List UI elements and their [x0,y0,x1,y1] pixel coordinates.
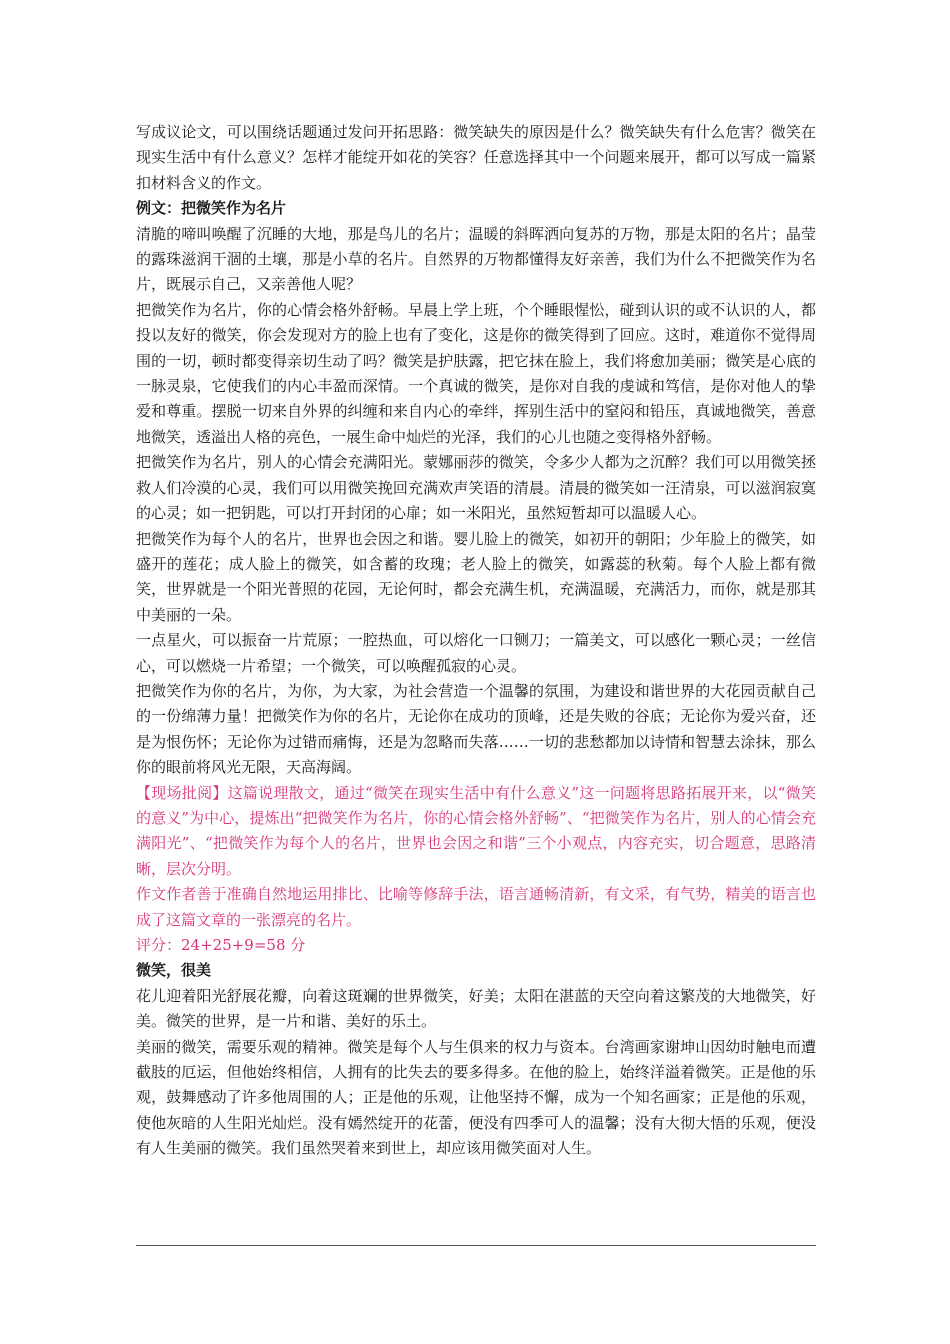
essay2-title: 微笑，很美 [136,961,212,980]
essay1-paragraph: 把微笑作为你的名片，为你，为大家，为社会营造一个温馨的氛围，为建设和谐世界的大花园贡献自己的一份绵薄力量！把微笑作为你的名片，无论你在成功的顶峰，还是失败的谷底；无论你为爱兴奋，还是为恨伤怀；无论你为过错而痛悔，还是为忽略而失落……一切的悲愁都加以诗情和智慧去涂抹，那么你的眼前将风光无限，天高海阔。 [136,681,816,777]
commentary-text: 这篇说理散文，通过“微笑在现实生活中有什么意义”这一问题将思路拓展开来，以“微笑的意义”为中心，提炼出“把微笑作为名片，你的心情会格外舒畅”、“把微笑作为名片，别人的心情会充满阳光”、“把微笑作为每个人的名片，世界也会因之和谐”三个小观点，内容充实，切合题意，思路清晰，层次分明。 [136,783,816,878]
footer-divider [136,1245,816,1246]
essay1-paragraph: 把微笑作为名片，别人的心情会充满阳光。蒙娜丽莎的微笑，令多少人都为之沉醉？我们可以用微笑拯救人们冷漠的心灵，我们可以用微笑挽回充满欢声笑语的清晨。清晨的微笑如一汪清泉，可以滋润寂寞的心灵；如一把钥匙，可以打开封闭的心扉；如一米阳光，虽然短暂却可以温暖人心。 [136,453,816,523]
commentary-tag: 【现场批阅】 [136,783,228,802]
document-page [136,120,816,1162]
commentary-score: 评分：24+25+9=58 分 [136,936,306,954]
essay1-paragraph: 把微笑作为名片，你的心情会格外舒畅。早晨上学上班，个个睡眼惺忪，碰到认识的或不认识的人，都投以友好的微笑，你会发现对方的脸上也有了变化，这是你的微笑得到了回应。这时，难道你不觉得周围的一切，顿时都变得亲切生动了吗？微笑是护肤露，把它抹在脸上，我们将愈加美丽；微笑是心底的一脉灵泉，它使我们的内心丰盈而深情。一个真诚的微笑，是你对自我的虔诚和笃信，是你对他人的挚爱和尊重。摆脱一切来自外界的纠缠和来自内心的牵绊，挥别生活中的窒闷和铅压，真诚地微笑，善意地微笑，透溢出人格的亮色，一展生命中灿烂的光泽，我们的心儿也随之变得格外舒畅。 [136,300,816,446]
essay1-title: 例文：把微笑作为名片 [136,199,287,218]
essay2-paragraph: 美丽的微笑，需要乐观的精神。微笑是每个人与生俱来的权力与资本。台湾画家谢坤山因幼时触电而遭截肢的厄运，但他始终相信，人拥有的比失去的要多得多。在他的脸上，始终洋溢着微笑。正是他的乐观，鼓舞感动了许多他周围的人；正是他的乐观，让他坚持不懈，成为一个知名画家；正是他的乐观，使他灰暗的人生阳光灿烂。没有嫣然绽开的花蕾，便没有四季可人的温馨；没有大彻大悟的乐观，便没有人生美丽的微笑。我们虽然哭着来到世上，却应该用微笑面对人生。 [136,1037,816,1158]
essay1-paragraph: 把微笑作为每个人的名片，世界也会因之和谐。婴儿脸上的微笑，如初开的朝阳；少年脸上的微笑，如盛开的莲花；成人脸上的微笑，如含蓄的玫瑰；老人脸上的微笑，如露蕊的秋菊。每个人脸上都有微笑，世界就是一个阳光普照的花园，无论何时，都会充满生机，充满温暖，充满活力，而你，就是那其中美丽的一朵。 [136,529,816,624]
essay1-paragraph: 清脆的啼叫唤醒了沉睡的大地，那是鸟儿的名片；温暖的斜晖洒向复苏的万物，那是太阳的名片；晶莹的露珠滋润干涸的土壤，那是小草的名片。自然界的万物都懂得友好亲善，我们为什么不把微笑作为名片，既展示自己，又亲善他人呢？ [136,224,816,294]
essay1-paragraph: 一点星火，可以振奋一片荒原；一腔热血，可以熔化一口铡刀；一篇美文，可以感化一颗心灵；一丝信心，可以燃烧一片希望；一个微笑，可以唤醒孤寂的心灵。 [136,631,816,675]
commentary-paragraph [136,781,816,883]
commentary-paragraph: 作文作者善于准确自然地运用排比、比喻等修辞手法，语言通畅清新，有文采，有气势，精美的语言也成了这篇文章的一张漂亮的名片。 [136,885,816,929]
essay2-paragraph: 花儿迎着阳光舒展花瓣，向着这斑斓的世界微笑，好美；太阳在湛蓝的天空向着这繁茂的大地微笑，好美。微笑的世界，是一片和谐、美好的乐土。 [136,986,816,1031]
intro-paragraph: 写成议论文，可以围绕话题通过发问开拓思路：微笑缺失的原因是什么？微笑缺失有什么危害？微笑在现实生活中有什么意义？怎样才能绽开如花的笑容？任意选择其中一个问题来展开，都可以写成一篇紧扣材料含义的作文。 [136,123,816,192]
